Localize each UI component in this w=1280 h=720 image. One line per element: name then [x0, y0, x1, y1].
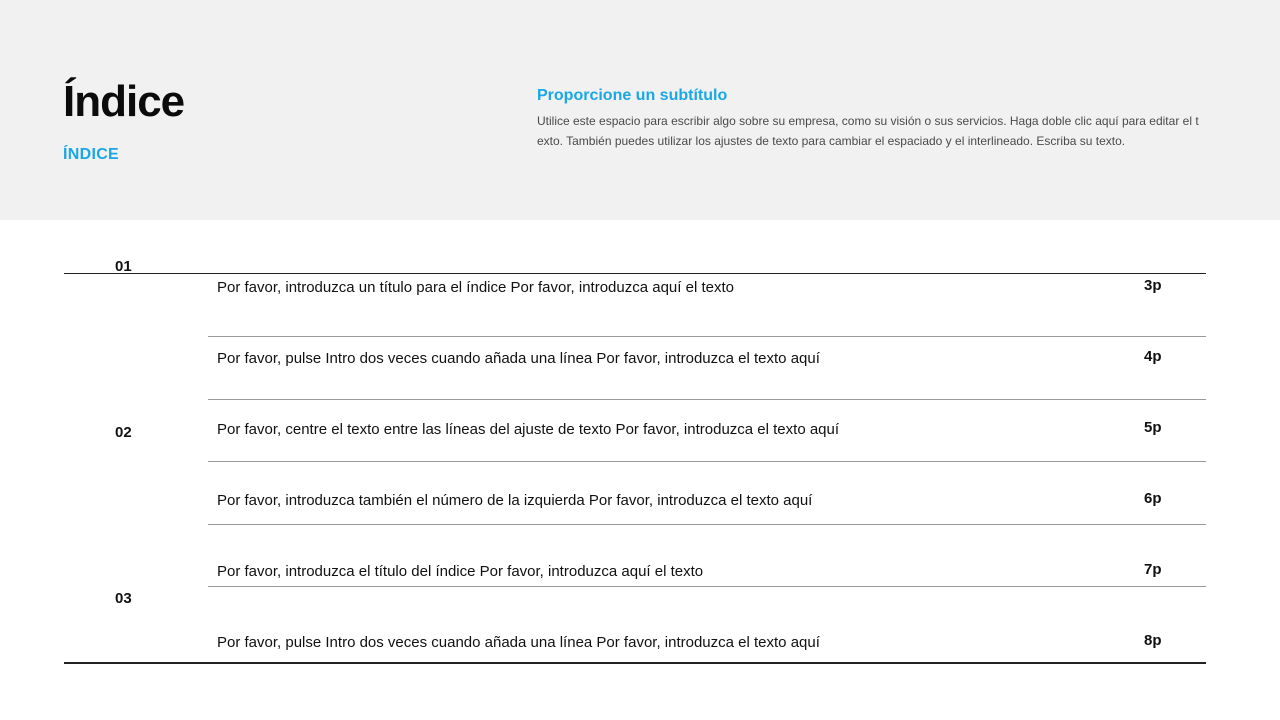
top-rule: [64, 273, 1206, 274]
header-band: [0, 0, 1280, 220]
toc-entry-text: Por favor, pulse Intro dos veces cuando añada una línea Por favor, introduzca el texto aquí: [217, 634, 820, 651]
row-separator: [208, 524, 1206, 525]
section-number-01: 01: [115, 258, 132, 275]
toc-entry-page: 3p: [1144, 277, 1162, 294]
row-separator: [208, 336, 1206, 337]
toc-entry-page: 6p: [1144, 490, 1162, 507]
toc-entry-page: 8p: [1144, 632, 1162, 649]
toc-entry-text: Por favor, introduzca un título para el índice Por favor, introduzca aquí el texto: [217, 279, 734, 296]
section-number-03: 03: [115, 590, 132, 607]
toc-entry-page: 7p: [1144, 561, 1162, 578]
subtitle: Proporcione un subtítulo: [537, 87, 728, 104]
description: Utilice este espacio para escribir algo sobre su empresa, como su visión o sus servicios. Haga doble clic aquí para editar el texto. También puedes utilizar los ajustes de texto para cambiar el espaciado y el interlineado. Escriba su texto.: [537, 114, 1199, 148]
toc-entry-page: 4p: [1144, 348, 1162, 365]
section-number-02: 02: [115, 424, 132, 441]
row-separator: [208, 461, 1206, 462]
toc-entry-text: Por favor, centre el texto entre las líneas del ajuste de texto Por favor, introduzca el texto aquí: [217, 421, 840, 438]
bottom-rule: [64, 662, 1206, 664]
toc-entry-text: Por favor, introduzca también el número de la izquierda Por favor, introduzca el texto aquí: [217, 492, 813, 509]
page-title: Índice: [63, 77, 185, 126]
page-tag: ÍNDICE: [63, 146, 120, 163]
toc-entry-text: Por favor, pulse Intro dos veces cuando añada una línea Por favor, introduzca el texto aquí: [217, 350, 820, 367]
row-separator: [208, 586, 1206, 587]
toc-entry-page: 5p: [1144, 419, 1162, 436]
row-separator: [208, 399, 1206, 400]
toc-entry-text: Por favor, introduzca el título del índice Por favor, introduzca aquí el texto: [217, 563, 704, 580]
